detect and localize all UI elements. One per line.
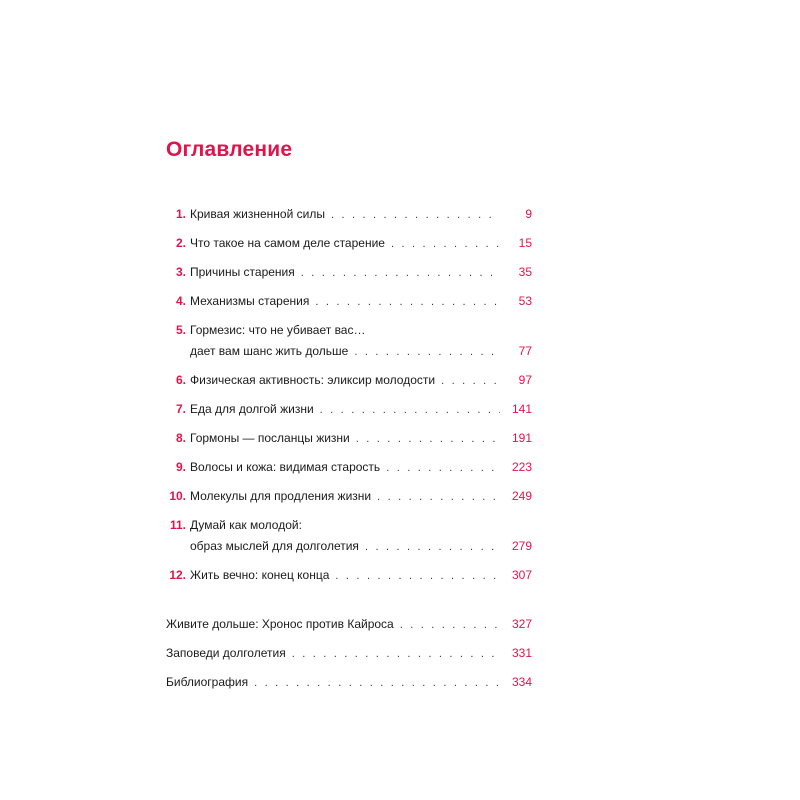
chapter-title-line — [190, 235, 500, 251]
chapter-number: 7. — [175, 402, 186, 416]
chapter-title: Гормоны — посланцы жизни — [190, 431, 350, 445]
page-number: 97 — [518, 373, 532, 387]
page-number: 279 — [511, 539, 532, 553]
page-number: 53 — [518, 294, 532, 308]
dot-leader — [254, 675, 500, 691]
dot-leader — [391, 236, 500, 252]
dot-leader — [377, 489, 500, 505]
section-title: Живите дольше: Хронос против Кайроса — [166, 617, 394, 631]
section-title-line — [166, 645, 500, 661]
dot-leader — [386, 460, 500, 476]
page-number: 307 — [511, 568, 532, 582]
chapter-number: 1. — [175, 207, 186, 221]
section-title: Заповеди долголетия — [166, 646, 286, 660]
chapter-title: Думай как молодой: — [190, 518, 302, 532]
chapter-title: дает вам шанс жить дольше — [190, 344, 349, 358]
dot-leader — [320, 402, 500, 418]
page-number: 327 — [511, 617, 532, 631]
chapter-number: 2. — [175, 236, 186, 250]
chapter-number: 5. — [175, 323, 186, 337]
page-number: 334 — [511, 675, 532, 689]
chapter-number: 8. — [175, 431, 186, 445]
chapter-title-line — [190, 538, 500, 554]
dot-leader — [315, 294, 500, 310]
dot-leader — [335, 568, 500, 584]
chapter-title-line — [190, 430, 500, 446]
chapter-title-line — [190, 322, 500, 338]
page-number: 141 — [511, 402, 532, 416]
page-number: 249 — [511, 489, 532, 503]
chapter-title-line — [190, 206, 500, 222]
page-number: 15 — [518, 236, 532, 250]
chapter-number: 6. — [175, 373, 186, 387]
page-number: 9 — [525, 207, 532, 221]
page-number: 191 — [511, 431, 532, 445]
chapter-title-line — [190, 401, 500, 417]
dot-leader — [301, 265, 500, 281]
dot-leader — [331, 207, 500, 223]
chapter-title-line — [190, 567, 500, 583]
chapter-title: образ мыслей для долголетия — [190, 539, 359, 553]
dot-leader — [400, 617, 500, 633]
chapter-number: 9. — [175, 460, 186, 474]
chapter-number: 4. — [175, 294, 186, 308]
chapter-number: 12. — [169, 568, 186, 582]
section-title-line — [166, 616, 500, 632]
chapter-title: Физическая активность: эликсир молодости — [190, 373, 436, 387]
chapter-number: 11. — [169, 518, 186, 532]
chapter-title-line — [190, 488, 500, 504]
section-title-line — [166, 674, 500, 690]
section-title: Библиография — [166, 675, 249, 689]
chapter-title-line — [190, 517, 500, 533]
chapter-title: Гормезис: что не убивает вас… — [190, 323, 366, 337]
chapter-title-line — [190, 372, 500, 388]
page-title: Оглавление — [166, 138, 293, 161]
chapter-title: Что такое на самом деле старение — [190, 236, 385, 250]
page-number: 35 — [518, 265, 532, 279]
dot-leader — [365, 539, 500, 555]
dot-leader — [292, 646, 500, 662]
chapter-title-line — [190, 343, 500, 359]
chapter-title: Причины старения — [190, 265, 295, 279]
chapter-title: Еда для долгой жизни — [190, 402, 314, 416]
chapter-title: Молекулы для продления жизни — [190, 489, 372, 503]
chapter-number: 10. — [169, 489, 186, 503]
page-number: 77 — [518, 344, 532, 358]
chapter-title-line — [190, 293, 500, 309]
chapter-title-line — [190, 459, 500, 475]
page-number: 331 — [511, 646, 532, 660]
chapter-title: Кривая жизненной силы — [190, 207, 325, 221]
chapter-title: Жить вечно: конец конца — [190, 568, 330, 582]
chapter-title-line — [190, 264, 500, 280]
dot-leader — [356, 431, 500, 447]
chapter-number: 3. — [175, 265, 186, 279]
chapter-title: Механизмы старения — [190, 294, 310, 308]
page-number: 223 — [511, 460, 532, 474]
dot-leader — [354, 344, 500, 360]
chapter-title: Волосы и кожа: видимая старость — [190, 460, 381, 474]
